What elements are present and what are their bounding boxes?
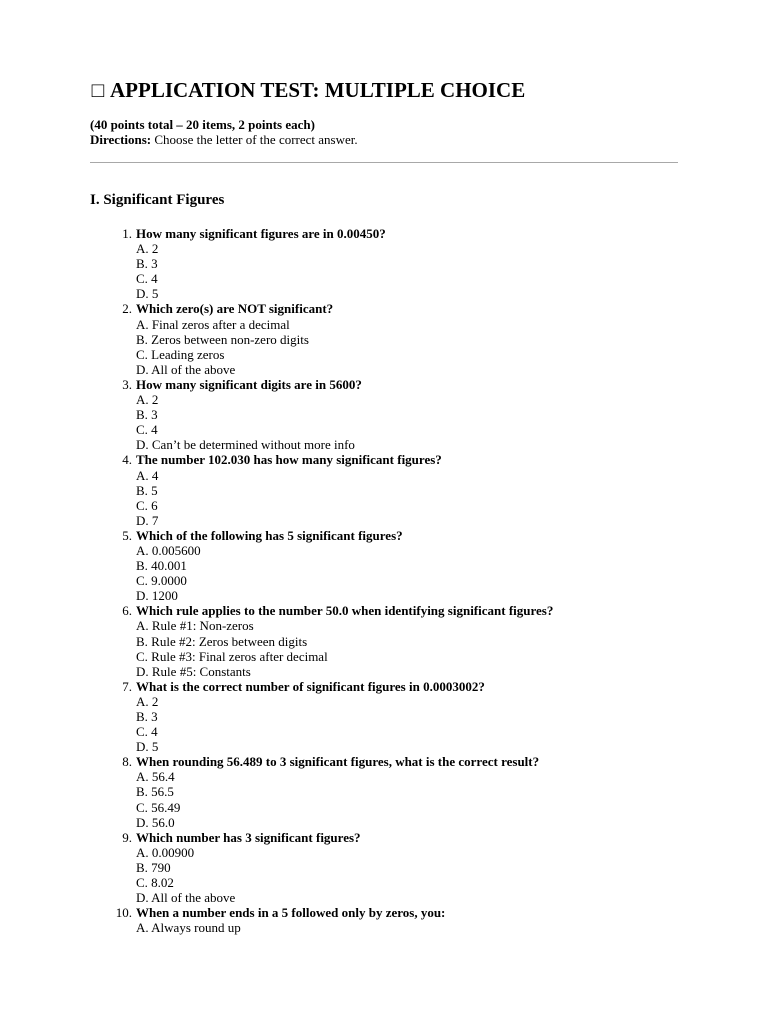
question-text: Which zero(s) are NOT significant? [136, 301, 334, 317]
question-text: The number 102.030 has how many significant figures? [136, 452, 442, 468]
answer-option: A. 0.00900 [136, 844, 195, 860]
answer-option: D. 5 [136, 739, 159, 755]
question-item [90, 301, 553, 376]
answer-option: D. 7 [136, 512, 159, 528]
answer-option: B. Rule #2: Zeros between digits [136, 633, 308, 649]
answer-option: A. 2 [136, 241, 159, 257]
answer-option: C. 8.02 [136, 875, 174, 891]
question-item [90, 226, 553, 301]
missing-glyph-icon: □ [91, 78, 105, 102]
answer-option: A. 0.005600 [136, 542, 201, 558]
directions-text: Choose the letter of the correct answer. [151, 132, 358, 147]
answer-option: A. Final zeros after a decimal [136, 316, 290, 332]
directions [90, 132, 358, 147]
answer-option: A. 4 [136, 467, 159, 483]
question-number: 10. [115, 905, 132, 921]
question-text: When a number ends in a 5 followed only by zeros, you: [136, 905, 446, 921]
answer-option: B. 790 [136, 859, 171, 875]
section-title: I. Significant Figures [90, 192, 225, 208]
answer-option: C. 4 [136, 422, 158, 438]
question-item [90, 905, 553, 935]
answer-option: D. Rule #5: Constants [136, 663, 251, 679]
answer-option: A. 56.4 [136, 769, 175, 785]
question-number: 7. [122, 678, 132, 694]
directions-label: Directions: [90, 132, 152, 147]
answer-option: C. 9.0000 [136, 573, 187, 589]
question-number: 5. [122, 527, 132, 543]
answer-option: B. 3 [136, 407, 158, 423]
answer-option: C. 56.49 [136, 799, 181, 815]
question-text: Which rule applies to the number 50.0 when identifying significant figures? [136, 603, 554, 619]
answer-option: D. 56.0 [136, 814, 175, 830]
answer-option: C. 4 [136, 724, 158, 740]
question-number: 8. [122, 754, 132, 770]
answer-option: D. All of the above [136, 361, 236, 377]
answer-option: D. 5 [136, 286, 159, 302]
horizontal-divider [90, 162, 678, 163]
question-text: What is the correct number of significant figures in 0.0003002? [136, 678, 485, 694]
points-note: (40 points total – 20 items, 2 points each) [90, 117, 315, 132]
test-info [90, 117, 358, 147]
question-number: 4. [122, 452, 132, 468]
page-title-text: APPLICATION TEST: MULTIPLE CHOICE [110, 78, 526, 102]
answer-option: D. 1200 [136, 588, 178, 604]
answer-option: B. 3 [136, 256, 158, 272]
question-text: Which number has 3 significant figures? [136, 829, 361, 845]
answer-option: C. 4 [136, 271, 158, 287]
question-number: 6. [122, 603, 132, 619]
answer-option: B. 40.001 [136, 558, 187, 574]
answer-option: B. Zeros between non-zero digits [136, 331, 309, 347]
question-text: How many significant figures are in 0.00450? [136, 226, 386, 241]
question-list [90, 226, 553, 935]
question-item [90, 830, 553, 905]
answer-option: A. Always round up [136, 920, 241, 936]
answer-option: A. Rule #1: Non-zeros [136, 618, 254, 634]
page-title [90, 78, 525, 103]
answer-option: B. 56.5 [136, 784, 174, 800]
question-number: 9. [122, 829, 132, 845]
question-item [90, 528, 553, 603]
question-item [90, 603, 553, 678]
answer-option: C. Rule #3: Final zeros after decimal [136, 648, 328, 664]
answer-option: C. 6 [136, 497, 158, 513]
question-number: 1. [122, 226, 132, 241]
answer-option: D. All of the above [136, 890, 236, 906]
answer-option: B. 5 [136, 482, 158, 498]
question-number: 3. [122, 376, 132, 392]
answer-option: B. 3 [136, 709, 158, 724]
answer-option: D. Can’t be determined without more info [136, 437, 355, 453]
question-item [90, 679, 553, 754]
question-number: 2. [122, 301, 132, 317]
answer-option: A. 2 [136, 693, 159, 709]
question-item [90, 377, 553, 452]
question-item [90, 452, 553, 527]
question-item [90, 754, 553, 829]
answer-option: C. Leading zeros [136, 346, 225, 362]
question-text: When rounding 56.489 to 3 significant figures, what is the correct result? [136, 754, 540, 770]
answer-option: A. 2 [136, 392, 159, 408]
question-text: How many significant digits are in 5600? [136, 376, 362, 392]
question-text: Which of the following has 5 significant figures? [136, 527, 403, 543]
